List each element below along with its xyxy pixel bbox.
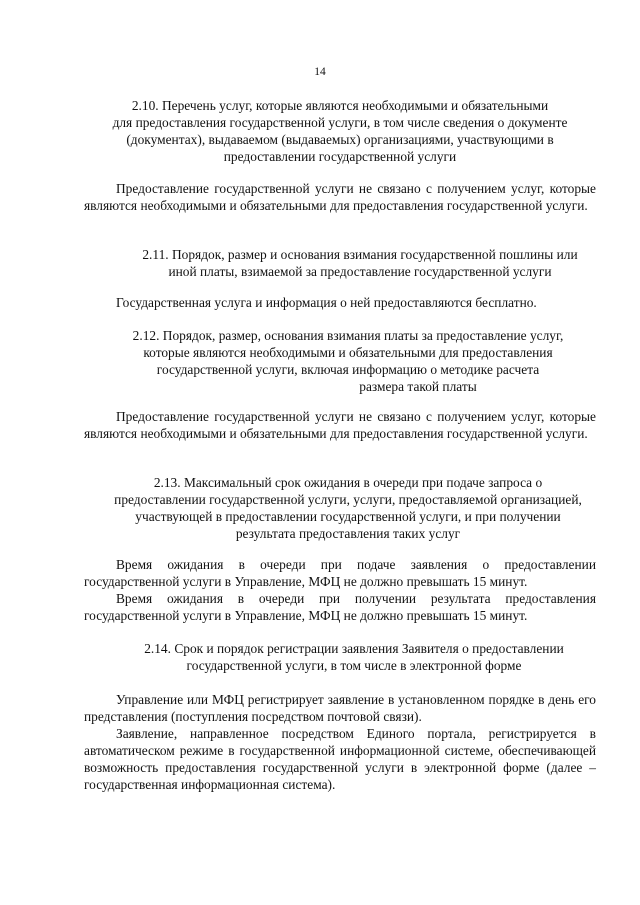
heading-line: результата предоставления таких услуг — [235, 526, 461, 541]
paragraph: Время ожидания в очереди при получении результата предоставления государственной услуги в Управление, МФЦ не должно превышать 15 минут. — [84, 591, 596, 623]
paragraph: Время ожидания в очереди при подаче заявления о предоставлении государственной услуги в Управление, МФЦ не должно превышать 15 минут. — [84, 557, 596, 589]
paragraph: Государственная услуга и информация о ней предоставляются бесплатно. — [116, 295, 537, 310]
heading-line: участвующей в предоставлении государственной услуги, и при получении — [135, 509, 561, 524]
heading-line: иной платы, взимаемой за предоставление государственной услуги — [168, 264, 552, 279]
paragraph: Заявление, направленное посредством Единого портала, регистрируется в автоматическом режиме в государственной информационной системе, обеспечивающей возможность предоставления государственной услуги в электронной форме (далее – государственная информационная система). — [84, 726, 596, 792]
section-2-14-text — [84, 691, 596, 793]
page-number: 14 — [314, 66, 326, 78]
paragraph: Предоставление государственной услуги не связано с получением услуг, которые являются необходимыми и обязательными для предоставления государственной услуги. — [84, 409, 596, 441]
section-2-11-heading — [108, 246, 612, 280]
section-2-11-text — [84, 294, 596, 311]
heading-line: 2.10. Перечень услуг, которые являются необходимыми и обязательными — [131, 98, 549, 113]
paragraph: Управление или МФЦ регистрирует заявление в установленном порядке в день его представления (поступления посредством почтовой связи). — [84, 692, 596, 724]
heading-line: размера такой платы — [359, 379, 477, 394]
section-2-12-heading — [84, 327, 612, 395]
heading-line: для предоставления государственной услуги, в том числе сведения о документе — [112, 115, 568, 130]
heading-line: 2.14. Срок и порядок регистрации заявления Заявителя о предоставлении — [144, 641, 564, 656]
heading-line: государственной услуги, в том числе в электронной форме — [186, 658, 522, 673]
heading-line: 2.13. Максимальный срок ожидания в очереди при подаче запроса о — [153, 475, 543, 490]
heading-line: предоставлении государственной услуги, услуги, предоставляемой организацией, — [114, 492, 582, 507]
heading-line: 2.11. Порядок, размер и основания взимания государственной пошлины или — [142, 247, 578, 262]
section-2-13-heading — [84, 474, 612, 542]
section-2-12-text — [84, 408, 596, 442]
paragraph: Предоставление государственной услуги не связано с получением услуг, которые являются необходимыми и обязательными для предоставления государственной услуги. — [84, 181, 596, 213]
section-2-10-text — [84, 180, 596, 214]
section-2-14-heading — [96, 640, 612, 674]
section-2-13-text — [84, 556, 596, 624]
heading-line: (документах), выдаваемом (выдаваемых) организациями, участвующими в — [126, 132, 554, 147]
section-2-10-heading — [84, 97, 596, 165]
heading-line: 2.12. Порядок, размер, основания взимания платы за предоставление услуг, — [132, 328, 564, 343]
heading-line: государственной услуги, включая информацию о методике расчета — [156, 362, 540, 377]
heading-line: предоставлении государственной услуги — [223, 149, 457, 164]
heading-line: которые являются необходимыми и обязательными для предоставления — [143, 345, 553, 360]
